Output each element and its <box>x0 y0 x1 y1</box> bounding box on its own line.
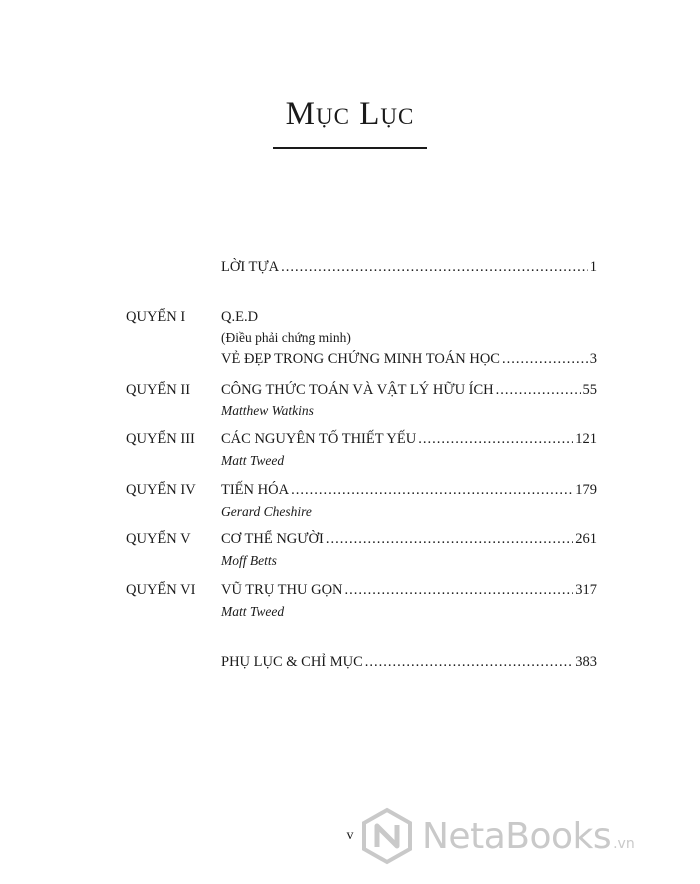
entry-page: 383 <box>575 654 597 670</box>
entry-page: 3 <box>589 351 597 367</box>
entry-author: Matt Tweed <box>221 604 285 619</box>
toc-entry-book-5[interactable] <box>221 531 597 548</box>
entry-author: Matt Tweed <box>221 453 285 468</box>
title-underline <box>273 147 427 149</box>
toc-entry-book-1[interactable] <box>221 351 597 368</box>
watermark-tld: .vn <box>613 836 635 852</box>
entry-title: TIẾN HÓA <box>221 482 290 498</box>
entry-title: CÔNG THỨC TOÁN VÀ VẬT LÝ HỮU ÍCH <box>221 382 494 398</box>
toc-entry-appendix[interactable] <box>221 654 597 671</box>
entry-title: VẺ ĐẸP TRONG CHỨNG MINH TOÁN HỌC <box>221 351 500 367</box>
dot-leader <box>326 531 573 548</box>
volume-label: QUYỂN V <box>126 531 191 547</box>
dot-leader <box>365 654 573 671</box>
entry-heading: Q.E.D <box>221 309 259 325</box>
entry-page: 121 <box>575 431 597 447</box>
dot-leader <box>502 351 588 368</box>
dot-leader <box>345 582 574 599</box>
entry-page: 1 <box>589 259 597 275</box>
toc-entry-book-3[interactable] <box>221 431 597 448</box>
page-number: v <box>346 828 354 843</box>
toc-entry-book-2[interactable] <box>221 382 597 399</box>
dot-leader <box>281 259 588 276</box>
volume-label: QUYỂN III <box>126 431 195 447</box>
volume-label: QUYỂN I <box>126 309 186 325</box>
entry-title: LỜI TỰA <box>221 259 280 275</box>
toc-entry-preface[interactable] <box>221 259 597 276</box>
volume-label: QUYỂN VI <box>126 582 196 598</box>
dot-leader <box>496 382 581 399</box>
netabooks-logo-icon <box>358 807 416 865</box>
toc-entry-book-4[interactable] <box>221 482 597 499</box>
entry-page: 317 <box>575 582 597 598</box>
entry-author: Matthew Watkins <box>221 403 314 418</box>
entry-page: 179 <box>575 482 597 498</box>
dot-leader <box>291 482 573 499</box>
entry-title: CÁC NGUYÊN TỐ THIẾT YẾU <box>221 431 417 447</box>
entry-author: Moff Betts <box>221 553 277 568</box>
watermark <box>358 806 698 866</box>
volume-label: QUYỂN IV <box>126 482 196 498</box>
entry-title: VŨ TRỤ THU GỌN <box>221 582 343 598</box>
entry-page: 55 <box>582 382 597 398</box>
entry-title: CƠ THỂ NGƯỜI <box>221 531 324 547</box>
dot-leader <box>418 431 573 448</box>
page-title: Mục Lục <box>285 96 415 132</box>
volume-label: QUYỂN II <box>126 382 191 398</box>
entry-subheading: (Điều phải chứng minh) <box>221 330 351 345</box>
entry-author: Gerard Cheshire <box>221 504 312 519</box>
toc-entry-book-6[interactable] <box>221 582 597 599</box>
entry-page: 261 <box>575 531 597 547</box>
watermark-brand: NetaBooks <box>422 815 612 857</box>
entry-title: PHỤ LỤC & CHỈ MỤC <box>221 654 363 670</box>
